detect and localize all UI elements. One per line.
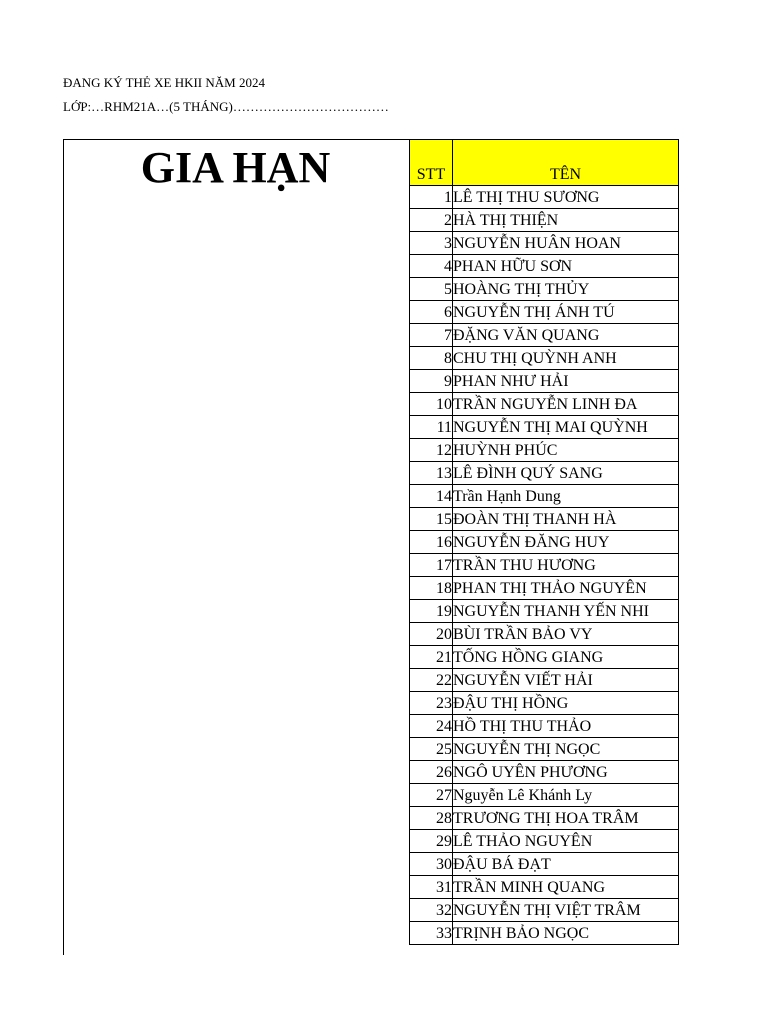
student-name-cell[interactable]: NGUYỄN THỊ VIỆT TRÂM — [453, 899, 679, 922]
row-number-cell[interactable]: 5 — [410, 278, 453, 301]
table-row — [410, 508, 679, 531]
column-header-stt[interactable]: STT — [410, 140, 453, 186]
row-number-cell[interactable]: 25 — [410, 738, 453, 761]
row-number-cell[interactable]: 16 — [410, 531, 453, 554]
student-name-cell[interactable]: NGUYỄN VIẾT HẢI — [453, 669, 679, 692]
student-name-cell[interactable]: PHAN THỊ THẢO NGUYÊN — [453, 577, 679, 600]
class-line: LỚP:…RHM21A…(5 THÁNG)……………………………… — [63, 99, 389, 114]
student-name-cell[interactable]: HOÀNG THỊ THỦY — [453, 278, 679, 301]
row-number-cell[interactable]: 7 — [410, 324, 453, 347]
row-number-cell[interactable]: 19 — [410, 600, 453, 623]
student-name-cell[interactable]: Nguyễn Lê Khánh Ly — [453, 784, 679, 807]
student-name-cell[interactable]: LÊ ĐÌNH QUÝ SANG — [453, 462, 679, 485]
table-row — [410, 439, 679, 462]
student-name-cell[interactable]: NGUYỄN THỊ NGỌC — [453, 738, 679, 761]
row-number-cell[interactable]: 31 — [410, 876, 453, 899]
row-number-cell[interactable]: 32 — [410, 899, 453, 922]
row-number-cell[interactable]: 12 — [410, 439, 453, 462]
table-row — [410, 669, 679, 692]
student-name-cell[interactable]: Trần Hạnh Dung — [453, 485, 679, 508]
student-name-cell[interactable]: TỐNG HỒNG GIANG — [453, 646, 679, 669]
table-row — [410, 577, 679, 600]
row-number-cell[interactable]: 1 — [410, 186, 453, 209]
student-name-cell[interactable]: ĐOÀN THỊ THANH HÀ — [453, 508, 679, 531]
row-number-cell[interactable]: 24 — [410, 715, 453, 738]
student-name-cell[interactable]: ĐẶNG VĂN QUANG — [453, 324, 679, 347]
row-number-cell[interactable]: 4 — [410, 255, 453, 278]
row-number-cell[interactable]: 2 — [410, 209, 453, 232]
table-row — [410, 485, 679, 508]
table-row — [410, 623, 679, 646]
table-row — [410, 393, 679, 416]
table-row — [410, 853, 679, 876]
table-row — [410, 899, 679, 922]
column-header-name[interactable]: TÊN — [453, 140, 679, 186]
student-name-cell[interactable]: ĐẬU THỊ HỒNG — [453, 692, 679, 715]
student-name-cell[interactable]: TRƯƠNG THỊ HOA TRÂM — [453, 807, 679, 830]
student-name-cell[interactable]: PHAN HỮU SƠN — [453, 255, 679, 278]
table-row — [410, 531, 679, 554]
row-number-cell[interactable]: 22 — [410, 669, 453, 692]
student-name-cell[interactable]: NGUYỄN THỊ MAI QUỲNH — [453, 416, 679, 439]
table-row — [410, 784, 679, 807]
student-name-cell[interactable]: NGÔ UYÊN PHƯƠNG — [453, 761, 679, 784]
student-name-cell[interactable]: NGUYỄN ĐĂNG HUY — [453, 531, 679, 554]
student-name-cell[interactable]: LÊ THỊ THU SƯƠNG — [453, 186, 679, 209]
table-row — [410, 646, 679, 669]
student-name-cell[interactable]: NGUYỄN THỊ ÁNH TÚ — [453, 301, 679, 324]
row-number-cell[interactable]: 20 — [410, 623, 453, 646]
table-row — [410, 416, 679, 439]
row-number-cell[interactable]: 6 — [410, 301, 453, 324]
row-number-cell[interactable]: 3 — [410, 232, 453, 255]
table-row — [410, 255, 679, 278]
table-row — [410, 278, 679, 301]
table-row — [410, 370, 679, 393]
row-number-cell[interactable]: 10 — [410, 393, 453, 416]
student-name-cell[interactable]: PHAN NHƯ HẢI — [453, 370, 679, 393]
row-number-cell[interactable]: 8 — [410, 347, 453, 370]
table-row — [410, 761, 679, 784]
student-name-cell[interactable]: NGUYỄN THANH YẾN NHI — [453, 600, 679, 623]
row-number-cell[interactable]: 21 — [410, 646, 453, 669]
row-number-cell[interactable]: 28 — [410, 807, 453, 830]
row-number-cell[interactable]: 29 — [410, 830, 453, 853]
row-number-cell[interactable]: 14 — [410, 485, 453, 508]
table-row — [410, 807, 679, 830]
table-row — [410, 876, 679, 899]
student-name-cell[interactable]: HÀ THỊ THIỆN — [453, 209, 679, 232]
student-name-cell[interactable]: TRỊNH BẢO NGỌC — [453, 922, 679, 945]
table-row — [410, 922, 679, 945]
student-name-cell[interactable]: BÙI TRẦN BẢO VY — [453, 623, 679, 646]
row-number-cell[interactable]: 18 — [410, 577, 453, 600]
student-name-cell[interactable]: HỒ THỊ THU THẢO — [453, 715, 679, 738]
table-row — [410, 830, 679, 853]
row-number-cell[interactable]: 11 — [410, 416, 453, 439]
student-name-cell[interactable]: ĐẬU BÁ ĐẠT — [453, 853, 679, 876]
row-number-cell[interactable]: 33 — [410, 922, 453, 945]
table-row — [410, 462, 679, 485]
student-name-cell[interactable]: TRẦN THU HƯƠNG — [453, 554, 679, 577]
roster-table — [409, 139, 679, 945]
table-row — [410, 600, 679, 623]
student-name-cell[interactable]: CHU THỊ QUỲNH ANH — [453, 347, 679, 370]
table-row — [410, 738, 679, 761]
table-row — [410, 301, 679, 324]
student-name-cell[interactable]: NGUYỄN HUÂN HOAN — [453, 232, 679, 255]
document-title: ĐANG KÝ THẺ XE HKII NĂM 2024 — [63, 75, 265, 90]
table-row — [410, 186, 679, 209]
student-name-cell[interactable]: TRẦN NGUYỄN LINH ĐA — [453, 393, 679, 416]
row-number-cell[interactable]: 23 — [410, 692, 453, 715]
table-row — [410, 324, 679, 347]
table-row — [410, 209, 679, 232]
row-number-cell[interactable]: 27 — [410, 784, 453, 807]
row-number-cell[interactable]: 26 — [410, 761, 453, 784]
renewal-banner: GIA HẠN — [140, 143, 331, 192]
table-row — [410, 232, 679, 255]
row-number-cell[interactable]: 15 — [410, 508, 453, 531]
table-row — [410, 554, 679, 577]
student-name-cell[interactable]: LÊ THẢO NGUYÊN — [453, 830, 679, 853]
student-name-cell[interactable]: TRẦN MINH QUANG — [453, 876, 679, 899]
table-row — [410, 692, 679, 715]
student-name-cell[interactable]: HUỲNH PHÚC — [453, 439, 679, 462]
roster-body — [410, 186, 679, 945]
row-number-cell[interactable]: 13 — [410, 462, 453, 485]
header-row — [410, 140, 679, 186]
row-number-cell[interactable]: 9 — [410, 370, 453, 393]
table-row — [410, 347, 679, 370]
row-number-cell[interactable]: 30 — [410, 853, 453, 876]
row-number-cell[interactable]: 17 — [410, 554, 453, 577]
table-row — [410, 715, 679, 738]
